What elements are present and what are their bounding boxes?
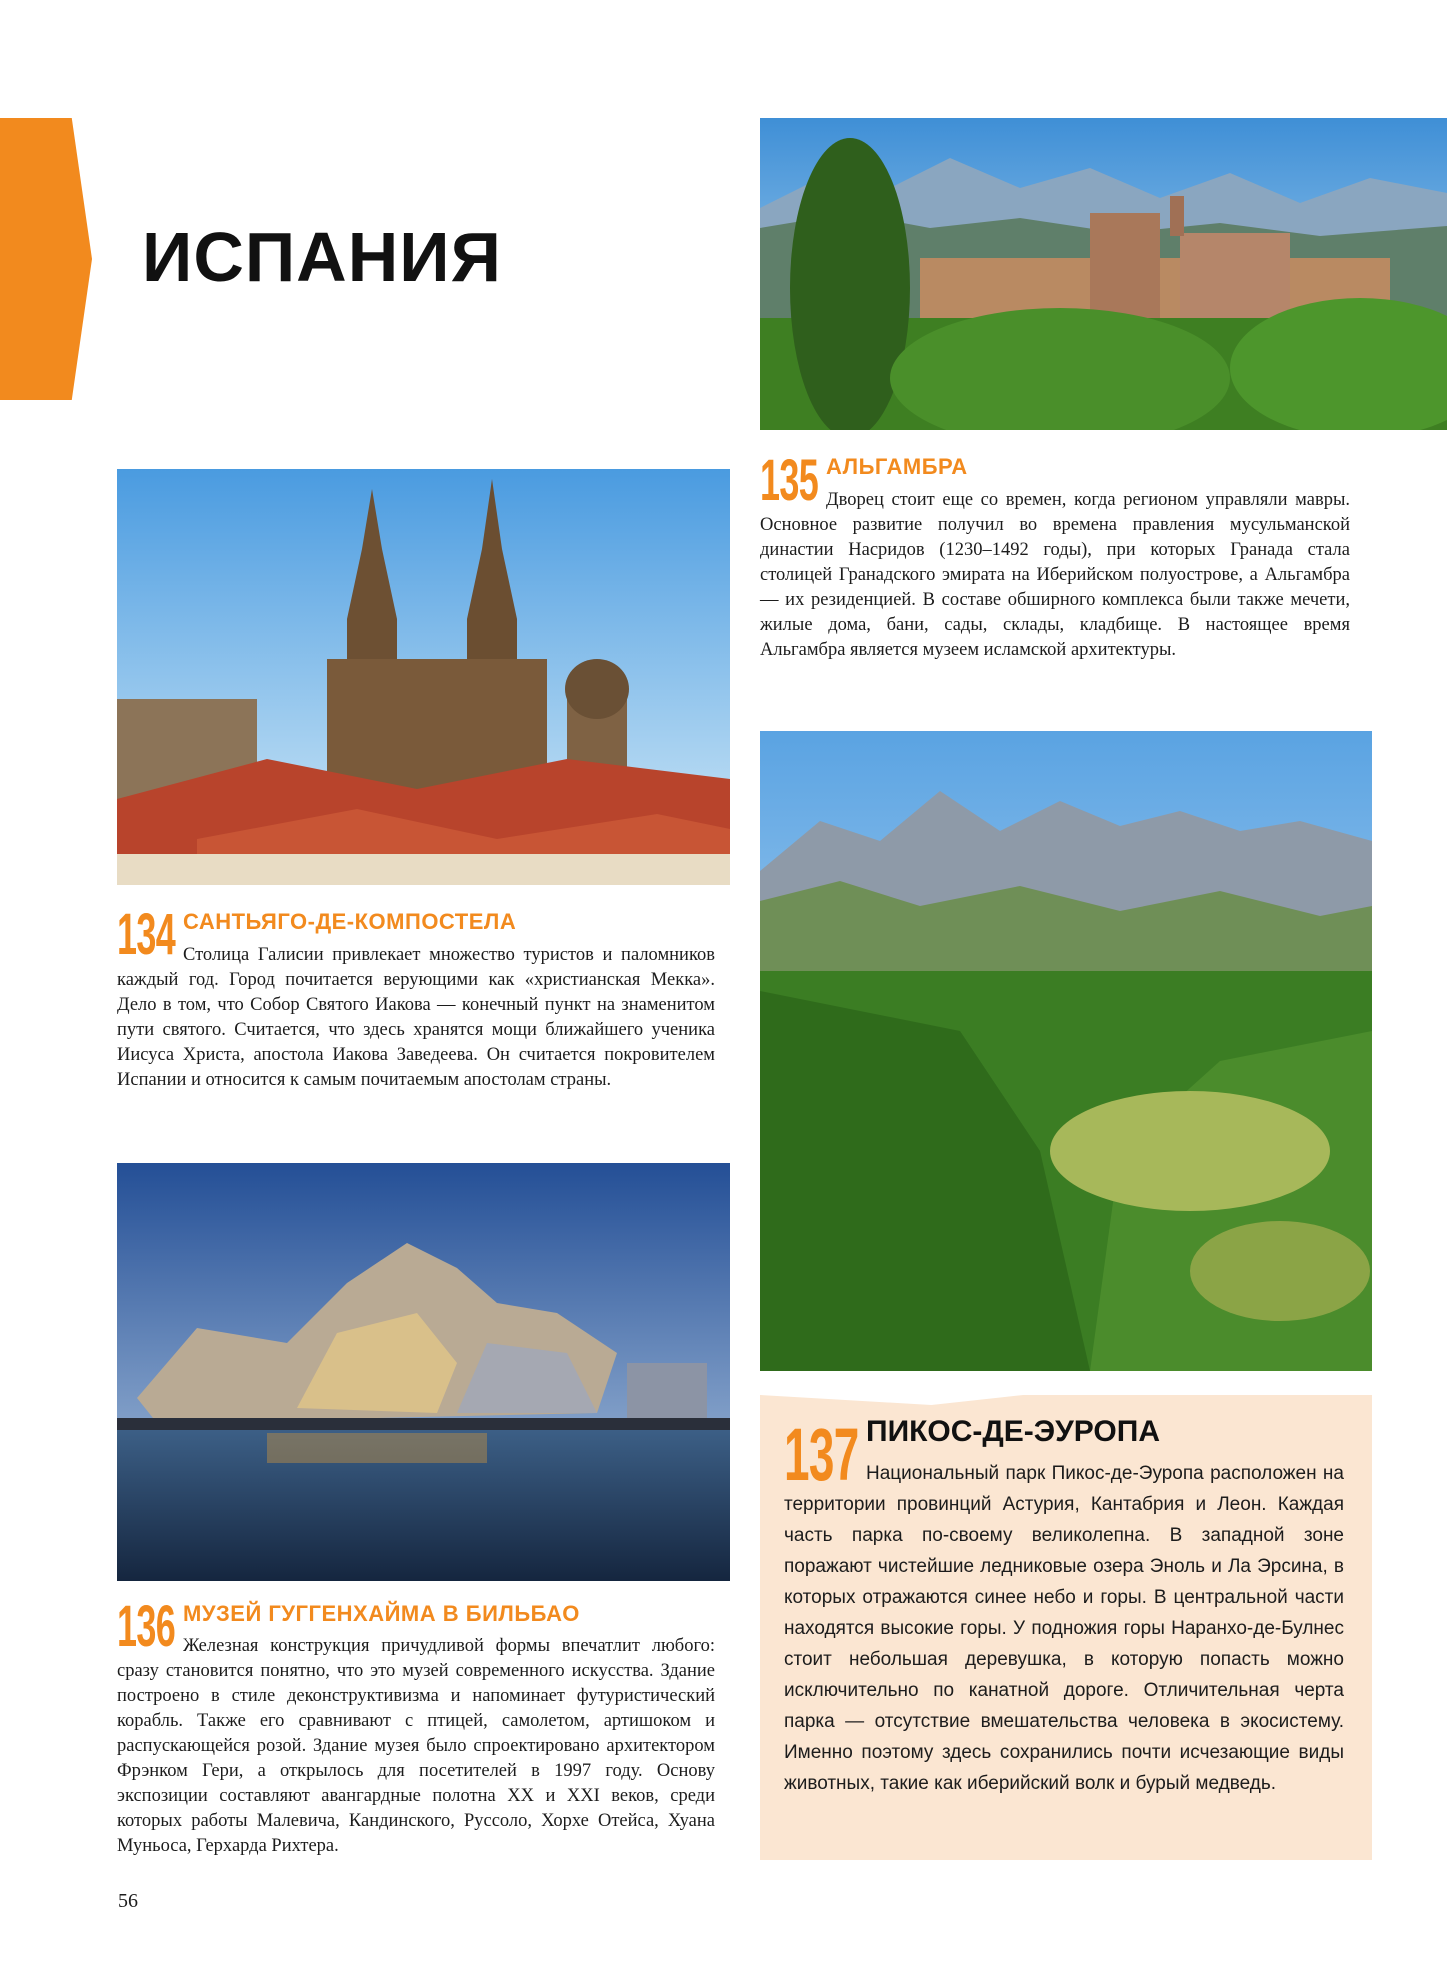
article-number-134: 134	[117, 902, 176, 967]
article-body-135: Дворец стоит еще со времен, когда регионом управляли мавры. Основное развитие получил во времена правления мусульманской династии Насридов (1230–1492 годы), при которых Гранада стала столицей Гранадского эмирата на Иберийском полуострове, а Альгамбра — их резиденцией. В составе обширного комплекса были также мечети, жилые дома, бани, сады, склады, кладбище. В настоящее время Альгамбра является музеем исламской архитектуры.	[760, 490, 1350, 660]
photo-santiago	[117, 469, 730, 885]
photo-picos	[760, 731, 1372, 1371]
photo-guggenheim	[117, 1163, 730, 1581]
article-heading-135: АЛЬГАМБРА	[826, 454, 968, 479]
article-body-137: Национальный парк Пикос-де-Эуропа расположен на территории провинций Астурия, Кантабрия и Леон. Каждая часть парка по-своему великолепна. В западной зоне поражают чистейшие ледниковые озера Эноль и Ла Эрсина, в которых отражаются синее небо и горы. В центральной части находятся высокие горы. У подножия горы Наранхо-де-Булнес стоит небольшая деревушка, в которую попасть можно исключительно по канатной дороге. Отличительная черта парка — отсутствие вмешательства человека в экосистему. Именно поэтому здесь сохранились почти исчезающие виды животных, такие как иберийский волк и бурый медведь.	[784, 1463, 1344, 1794]
article-body-136: Железная конструкция причудливой формы впечатлит любого: сразу становится понятно, что это музей современного искусства. Здание построено в стиле деконструктивизма и напоминает футуристический корабль. Также его сравнивают с птицей, самолетом, артишоком и распускающейся розой. Здание музея было спроектировано архитектором Фрэнком Гери, а открылось для посетителей в 1997 году. Основу экспозиции составляют авангардные полотна XX и XXI веков, среди которых работы Малевича, Кандинского, Руссоло, Хорхе Отейса, Хуана Муньоса, Герхарда Рихтера.	[117, 1636, 715, 1856]
article-text-136	[117, 1634, 715, 1859]
page-number: 56	[118, 1890, 138, 1912]
article-body-134: Столица Галисии привлекает множество туристов и паломников каждый год. Город почитается верующими как «христианская Мекка». Дело в том, что Собор Святого Иакова — конечный пункт на знаменитом пути святого. Считается, что здесь хранятся мощи ближайшего ученика Иисуса Христа, апостола Иакова Заведеева. Он считается покровителем Испании и относится к самым почитаемым апостолам страны.	[117, 945, 715, 1090]
article-heading-137: ПИКОС-ДЕ-ЭУРОПА	[866, 1415, 1160, 1448]
chapter-tab	[0, 118, 92, 400]
article-heading-136: МУЗЕЙ ГУГГЕНХАЙМА В БИЛЬБАО	[183, 1601, 580, 1626]
article-text-134	[117, 943, 715, 1093]
article-text-135	[760, 488, 1350, 663]
article-number-136: 136	[117, 1594, 176, 1659]
article-heading-134: САНТЬЯГО-ДЕ-КОМПОСТЕЛА	[183, 909, 517, 934]
chapter-title: ИСПАНИЯ	[142, 218, 502, 296]
article-text-137	[784, 1458, 1344, 1799]
article-number-137: 137	[784, 1413, 859, 1496]
photo-alhambra	[760, 118, 1447, 430]
article-number-135: 135	[760, 448, 819, 513]
